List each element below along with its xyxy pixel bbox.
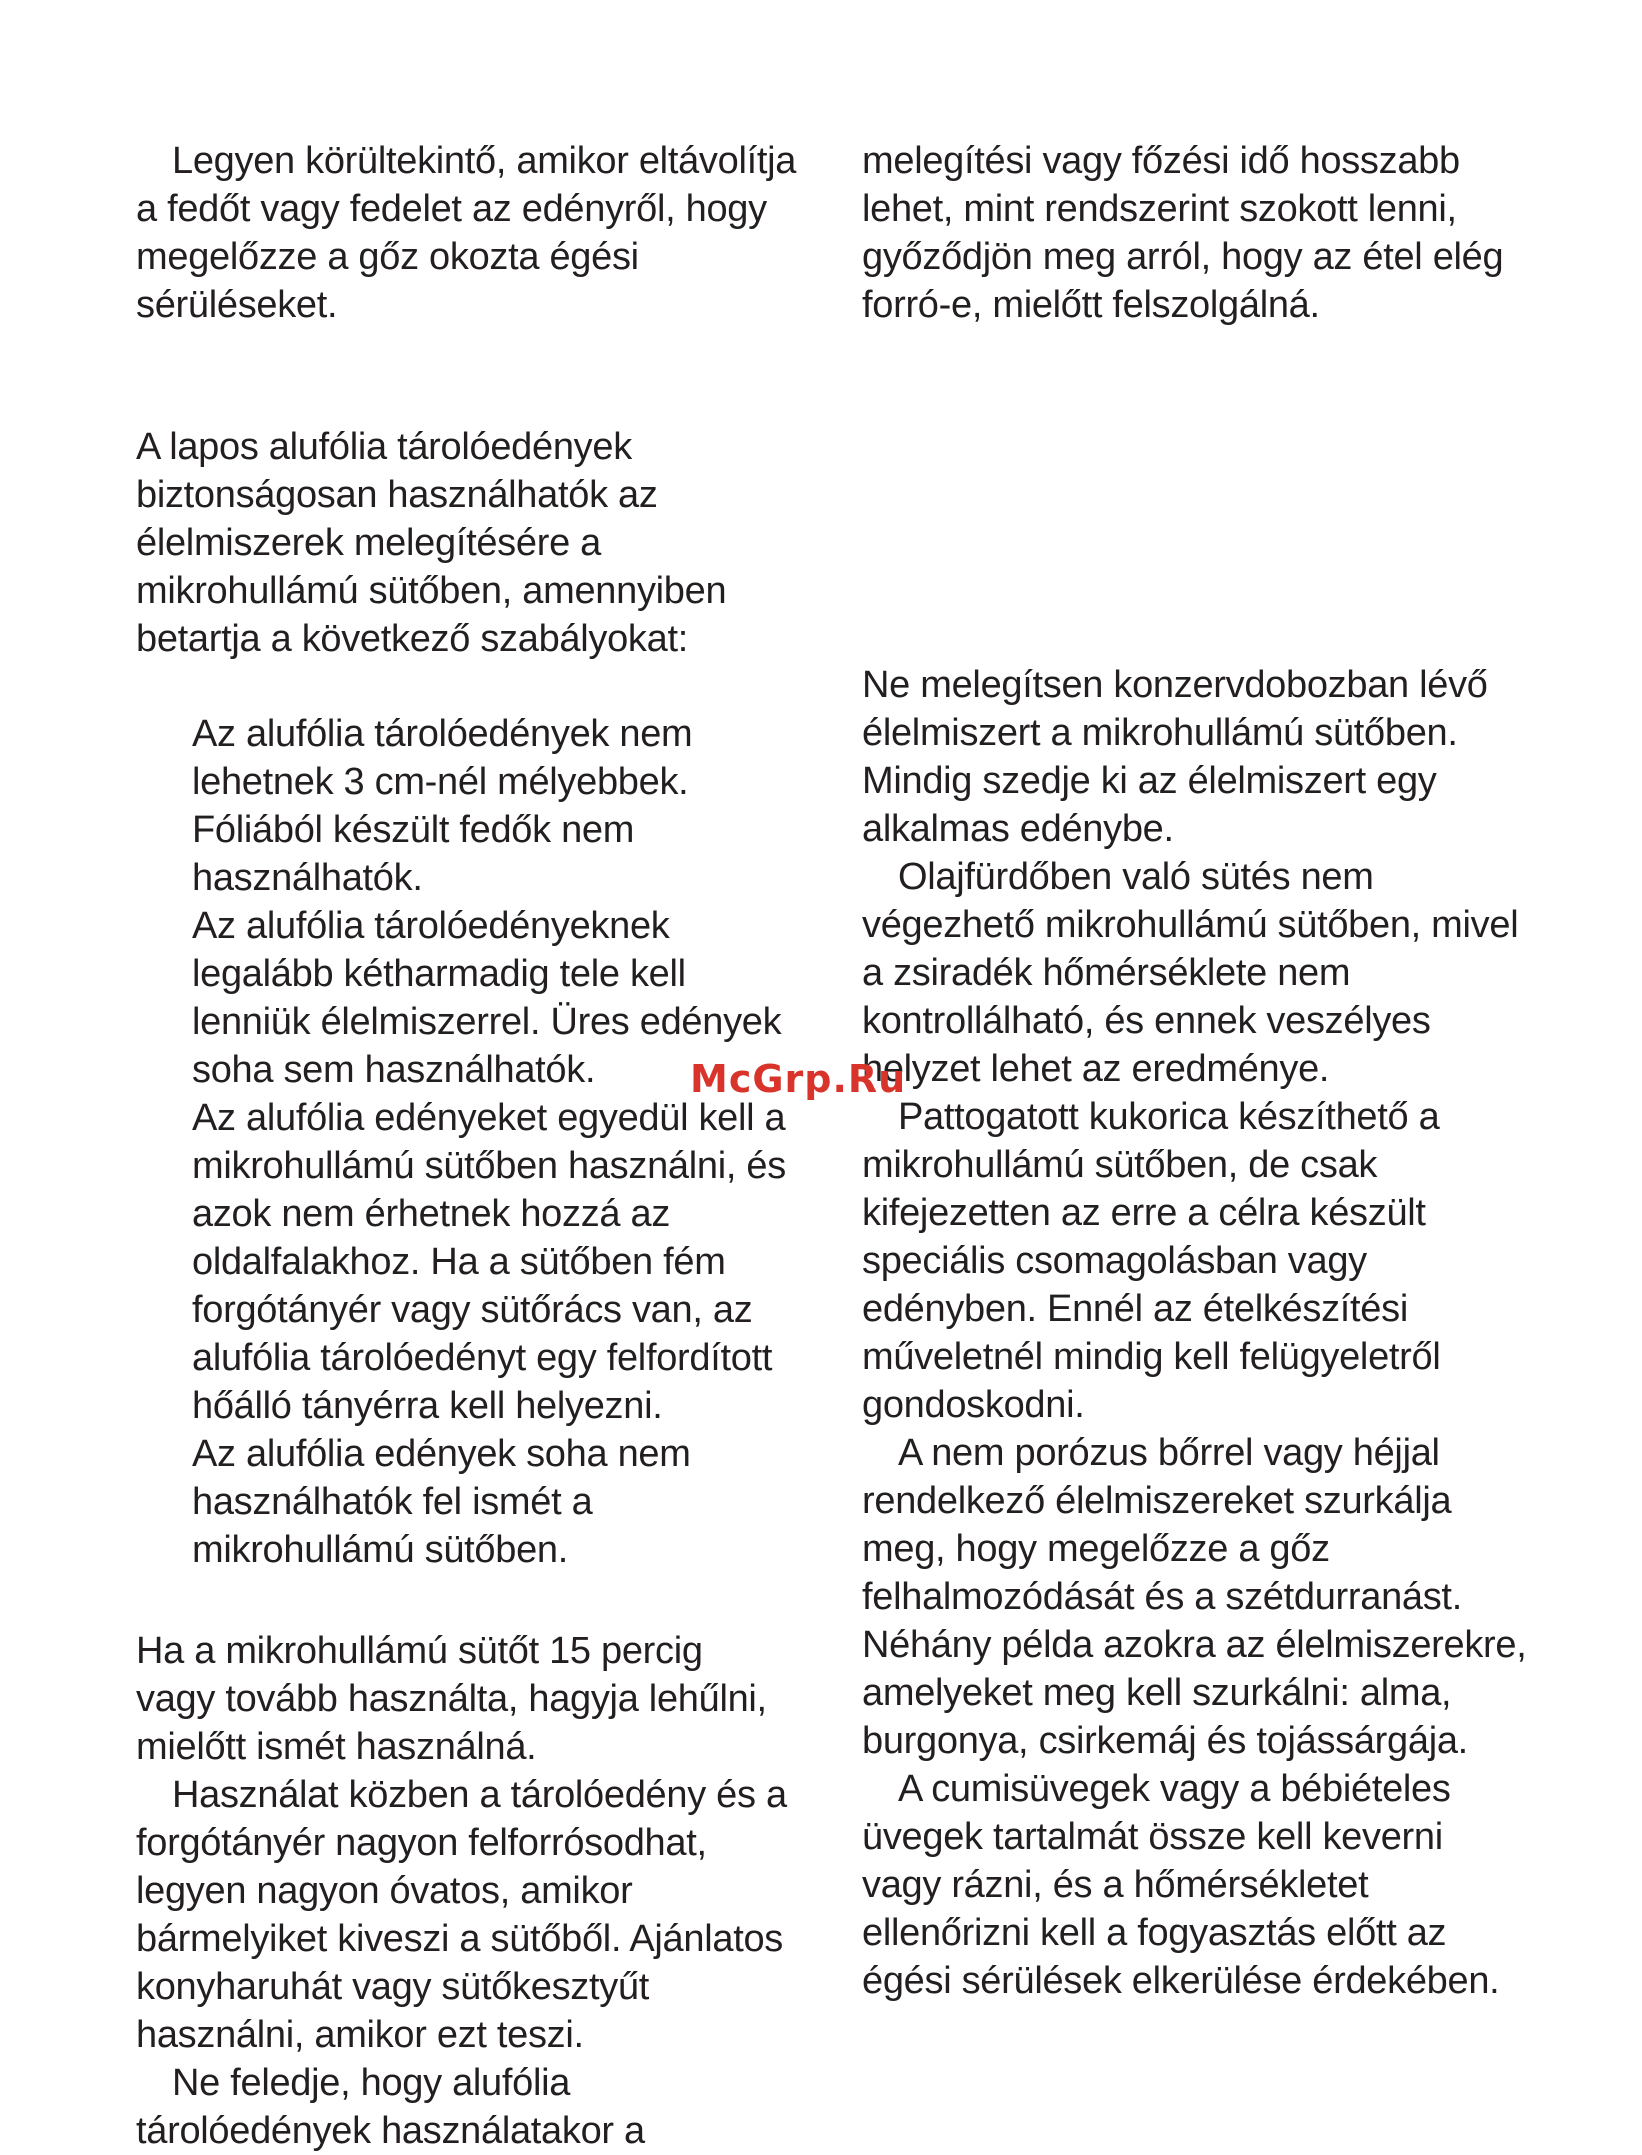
text-line: Legyen körültekintő, amikor eltávolítja: [172, 140, 797, 182]
text-line: vagy rázni, és a hőmérsékletet: [862, 1864, 1369, 1906]
text-line: mikrohullámú sütőben, amennyiben: [136, 570, 727, 612]
left-paragraph-foil-intro: [136, 423, 726, 663]
text-line: amelyeket meg kell szurkálni: alma,: [862, 1672, 1452, 1714]
text-line: élelmiszert a mikrohullámú sütőben.: [862, 712, 1458, 754]
text-line: Fóliából készült fedők nem: [192, 809, 635, 851]
text-line: gondoskodni.: [862, 1384, 1085, 1426]
text-line: élelmiszerek melegítésére a: [136, 522, 601, 564]
foil-rules-list: [136, 710, 786, 1574]
text-line: burgonya, csirkemáj és tojássárgája.: [862, 1720, 1468, 1762]
text-line: használni, amikor ezt teszi.: [136, 2014, 584, 2056]
text-line: forró-e, mielőtt felszolgálná.: [862, 284, 1320, 326]
text-line: alkalmas edénybe.: [862, 808, 1174, 850]
text-line: végezhető mikrohullámú sütőben, mivel: [862, 904, 1519, 946]
text-line: A nem porózus bőrrel vagy héjjal: [898, 1432, 1440, 1474]
text-line: mielőtt ismét használná.: [136, 1726, 537, 1768]
text-line: a zsiradék hőmérséklete nem: [862, 952, 1351, 994]
watermark: McGrp.Ru: [690, 1057, 907, 1101]
text-line: mikrohullámú sütőben.: [192, 1529, 569, 1571]
text-line: használhatók fel ismét a: [192, 1481, 593, 1523]
text-line: vagy tovább használta, hagyja lehűlni,: [136, 1678, 767, 1720]
text-line: megelőzze a gőz okozta égési: [136, 236, 639, 278]
text-line: felhalmozódását és a szétdurranást.: [862, 1576, 1462, 1618]
text-line: Olajfürdőben való sütés nem: [898, 856, 1374, 898]
right-paragraphs-safety: [862, 661, 1527, 2005]
text-line: lenniük élelmiszerrel. Üres edények: [192, 1001, 782, 1043]
text-line: oldalfalakhoz. Ha a sütőben fém: [192, 1241, 726, 1283]
text-line: lehet, mint rendszerint szokott lenni,: [862, 188, 1457, 230]
text-line: Ha a mikrohullámú sütőt 15 percig: [136, 1630, 703, 1672]
text-line: használhatók.: [192, 857, 423, 899]
text-line: konyharuhát vagy sütőkesztyűt: [136, 1966, 650, 2008]
left-paragraph-lid-caution: [136, 137, 796, 329]
text-line: biztonságosan használhatók az: [136, 474, 658, 516]
text-line: Az alufólia edények soha nem: [192, 1433, 691, 1475]
text-line: Pattogatott kukorica készíthető a: [898, 1096, 1440, 1138]
text-line: forgótányér vagy sütőrács van, az: [192, 1289, 753, 1331]
text-line: betartja a következő szabályokat:: [136, 618, 688, 660]
text-line: ellenőrizni kell a fogyasztás előtt az: [862, 1912, 1447, 1954]
text-line: melegítési vagy főzési idő hosszabb: [862, 140, 1460, 182]
text-line: helyzet lehet az eredménye.: [862, 1048, 1330, 1090]
text-line: sérüléseket.: [136, 284, 338, 326]
text-line: hőálló tányérra kell helyezni.: [192, 1385, 663, 1427]
text-line: Az alufólia tárolóedények nem: [192, 713, 693, 755]
right-paragraph-heating-time: [862, 137, 1503, 329]
left-paragraph-cooling: [136, 1627, 787, 2155]
text-line: legalább kétharmadig tele kell: [192, 953, 686, 995]
text-line: Az alufólia edényeket egyedül kell a: [192, 1097, 786, 1139]
text-line: azok nem érhetnek hozzá az: [192, 1193, 671, 1235]
text-line: Néhány példa azokra az élelmiszerekre,: [862, 1624, 1527, 1666]
text-line: mikrohullámú sütőben, de csak: [862, 1144, 1378, 1186]
text-line: meg, hogy megelőzze a gőz: [862, 1528, 1330, 1570]
text-line: Használat közben a tárolóedény és a: [172, 1774, 787, 1816]
text-line: üvegek tartalmát össze kell keverni: [862, 1816, 1443, 1858]
text-line: speciális csomagolásban vagy: [862, 1240, 1367, 1282]
text-line: A cumisüvegek vagy a bébiételes: [898, 1768, 1451, 1810]
text-line: Mindig szedje ki az élelmiszert egy: [862, 760, 1437, 802]
text-line: forgótányér nagyon felforrósodhat,: [136, 1822, 707, 1864]
text-line: Ne feledje, hogy alufólia: [172, 2062, 571, 2104]
text-line: égési sérülések elkerülése érdekében.: [862, 1960, 1500, 2002]
text-line: Ne melegítsen konzervdobozban lévő: [862, 664, 1488, 706]
text-line: Az alufólia tárolóedényeknek: [192, 905, 670, 947]
text-line: lehetnek 3 cm-nél mélyebbek.: [192, 761, 689, 803]
text-line: mikrohullámú sütőben használni, és: [192, 1145, 786, 1187]
text-line: tárolóedények használatakor a: [136, 2110, 645, 2152]
text-line: műveletnél mindig kell felügyeletről: [862, 1336, 1441, 1378]
text-line: soha sem használhatók.: [192, 1049, 596, 1091]
text-line: kifejezetten az erre a célra készült: [862, 1192, 1426, 1234]
text-line: legyen nagyon óvatos, amikor: [136, 1870, 633, 1912]
text-line: bármelyiket kiveszi a sütőből. Ajánlatos: [136, 1918, 783, 1960]
text-line: alufólia tárolóedényt egy felfordított: [192, 1337, 773, 1379]
text-line: rendelkező élelmiszereket szurkálja: [862, 1480, 1452, 1522]
text-line: edényben. Ennél az ételkészítési: [862, 1288, 1408, 1330]
text-line: A lapos alufólia tárolóedények: [136, 426, 632, 468]
text-line: a fedőt vagy fedelet az edényről, hogy: [136, 188, 767, 230]
text-line: győződjön meg arról, hogy az étel elég: [862, 236, 1504, 278]
text-line: kontrollálható, és ennek veszélyes: [862, 1000, 1431, 1042]
